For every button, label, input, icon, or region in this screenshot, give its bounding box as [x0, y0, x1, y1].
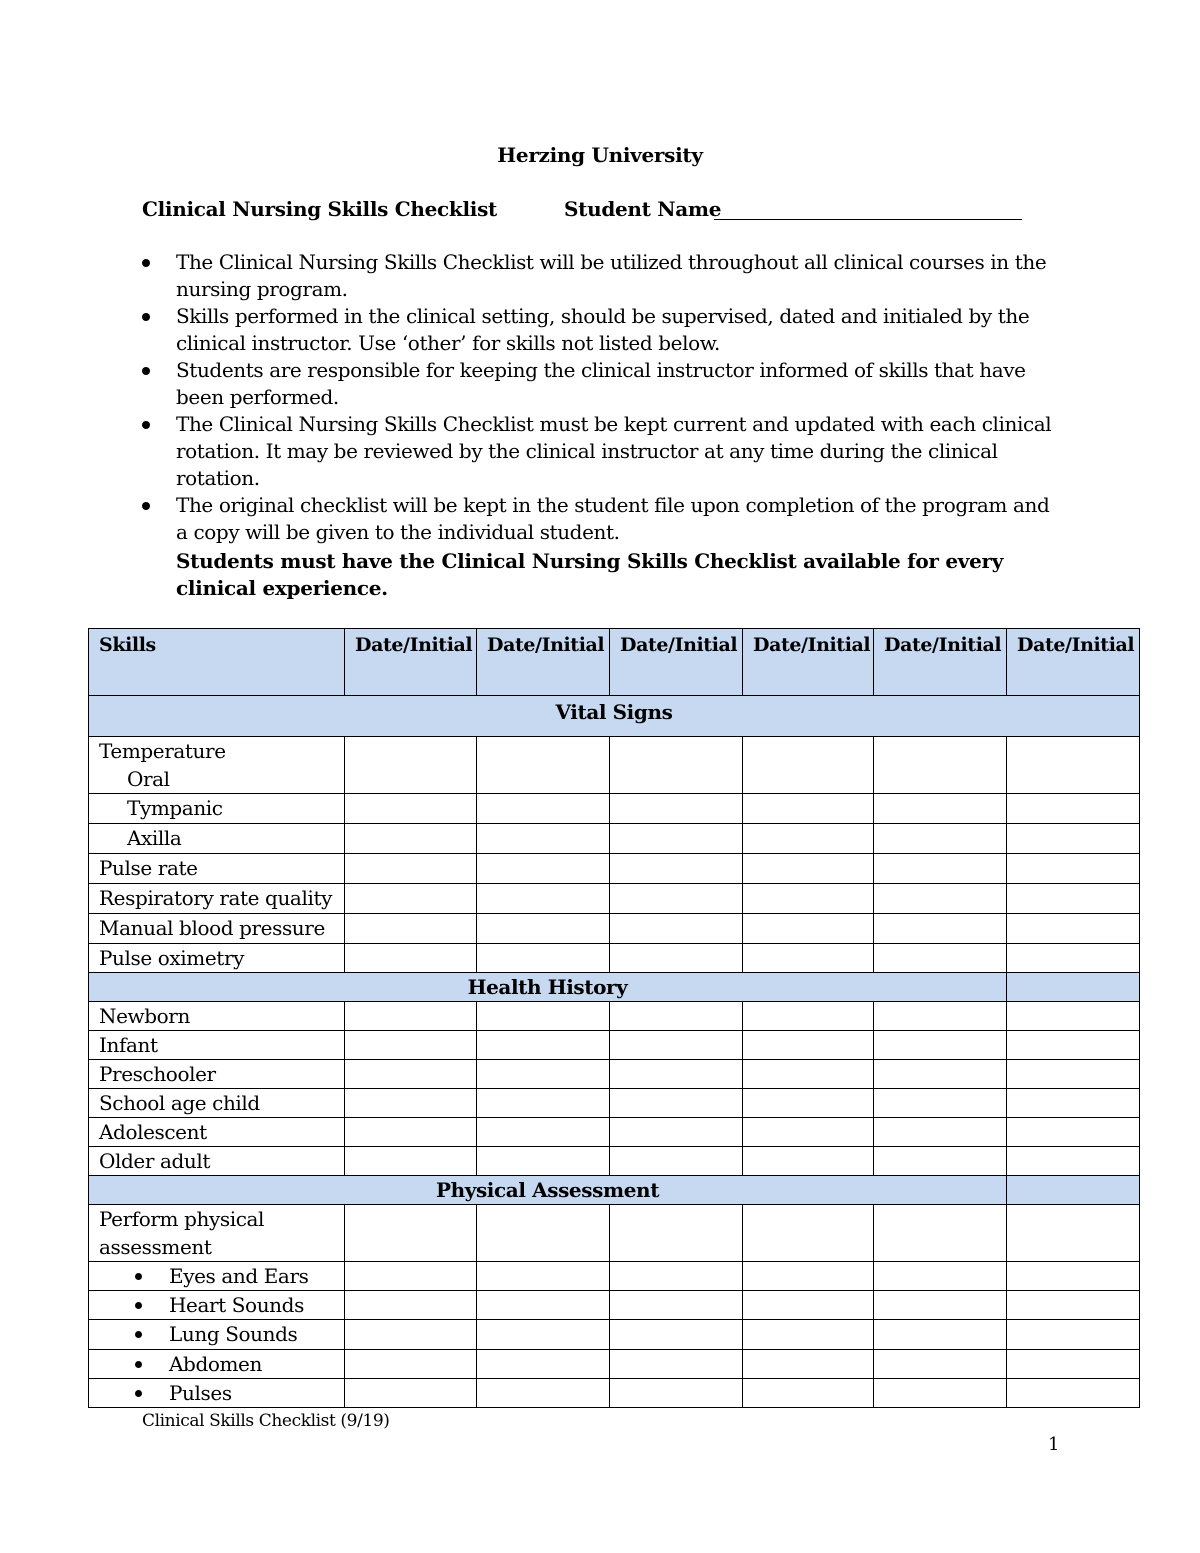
date-initial-cell[interactable] — [610, 1379, 743, 1408]
skill-cell: Pulses — [89, 1379, 345, 1408]
date-initial-cell[interactable] — [1007, 794, 1140, 824]
date-initial-cell[interactable] — [610, 1118, 743, 1147]
table-row — [89, 794, 1140, 824]
date-initial-cell[interactable] — [345, 824, 477, 854]
bullet-icon — [142, 502, 150, 510]
date-initial-cell[interactable] — [743, 1147, 874, 1176]
date-initial-cell[interactable] — [1007, 1147, 1140, 1176]
date-initial-cell[interactable] — [1007, 1060, 1140, 1089]
date-initial-cell[interactable] — [743, 1205, 874, 1262]
date-initial-cell[interactable] — [610, 1291, 743, 1320]
date-initial-cell[interactable] — [874, 1291, 1007, 1320]
date-initial-cell[interactable] — [477, 914, 610, 944]
table-row — [89, 1060, 1140, 1089]
date-initial-cell[interactable] — [874, 884, 1007, 914]
date-initial-cell[interactable] — [743, 1291, 874, 1320]
date-initial-cell[interactable] — [743, 1320, 874, 1350]
date-initial-cell[interactable] — [610, 1060, 743, 1089]
date-initial-cell[interactable] — [1007, 1089, 1140, 1118]
date-initial-header: Date/Initial — [345, 629, 477, 696]
date-initial-cell[interactable] — [345, 1205, 477, 1262]
date-initial-cell[interactable] — [477, 824, 610, 854]
date-initial-cell[interactable] — [345, 1002, 477, 1031]
date-initial-cell[interactable] — [610, 884, 743, 914]
date-initial-cell[interactable] — [610, 1205, 743, 1262]
date-initial-cell[interactable] — [743, 824, 874, 854]
date-initial-cell[interactable] — [477, 1350, 610, 1379]
skill-cell: Respiratory rate quality — [89, 884, 345, 914]
date-initial-cell[interactable] — [477, 1060, 610, 1089]
date-initial-cell[interactable] — [477, 1089, 610, 1118]
date-initial-cell[interactable] — [874, 1089, 1007, 1118]
date-initial-cell[interactable] — [1007, 1031, 1140, 1060]
page-footer: Clinical Skills Checklist (9/19) — [142, 1411, 390, 1431]
bullet-icon — [142, 367, 150, 375]
section-blank-cell — [1007, 973, 1140, 1002]
skill-cell: Perform physical assessment — [89, 1205, 345, 1262]
page-number: 1 — [1048, 1434, 1060, 1455]
date-initial-cell[interactable] — [1007, 1291, 1140, 1320]
date-initial-cell[interactable] — [345, 1291, 477, 1320]
date-initial-cell[interactable] — [345, 1320, 477, 1350]
date-initial-cell[interactable] — [1007, 1350, 1140, 1379]
university-title: Herzing University — [497, 143, 703, 167]
form-header-line — [142, 197, 1042, 227]
date-initial-cell[interactable] — [610, 1350, 743, 1379]
table-row — [89, 824, 1140, 854]
table-row — [89, 1379, 1140, 1408]
section-title: Physical Assessment — [89, 1176, 1007, 1205]
bullet-icon — [135, 1302, 142, 1309]
date-initial-cell[interactable] — [874, 1002, 1007, 1031]
table-row — [89, 914, 1140, 944]
section-title: Vital Signs — [89, 696, 1140, 737]
date-initial-cell[interactable] — [345, 884, 477, 914]
table-header-row — [89, 629, 1140, 696]
skill-cell: Manual blood pressure — [89, 914, 345, 944]
date-initial-cell[interactable] — [874, 824, 1007, 854]
date-initial-cell[interactable] — [743, 794, 874, 824]
table-row — [89, 1350, 1140, 1379]
date-initial-header: Date/Initial — [1007, 629, 1140, 696]
date-initial-cell[interactable] — [1007, 1205, 1140, 1262]
date-initial-cell[interactable] — [477, 1205, 610, 1262]
date-initial-cell[interactable] — [345, 914, 477, 944]
date-initial-cell[interactable] — [610, 914, 743, 944]
date-initial-cell[interactable] — [477, 1262, 610, 1291]
date-initial-cell[interactable] — [874, 1205, 1007, 1262]
date-initial-cell[interactable] — [1007, 944, 1140, 973]
section-row-physical-assessment — [89, 1176, 1140, 1205]
date-initial-cell[interactable] — [610, 794, 743, 824]
date-initial-cell[interactable] — [345, 1262, 477, 1291]
availability-note: Students must have the Clinical Nursing Skills Checklist available for every clinical experience. — [176, 549, 1004, 600]
date-initial-cell[interactable] — [743, 1262, 874, 1291]
instructions-list — [142, 249, 1062, 546]
date-initial-cell[interactable] — [345, 1089, 477, 1118]
date-initial-cell[interactable] — [477, 1147, 610, 1176]
date-initial-cell[interactable] — [874, 1350, 1007, 1379]
date-initial-cell[interactable] — [874, 1147, 1007, 1176]
date-initial-cell[interactable] — [743, 1060, 874, 1089]
bullet-icon — [135, 1361, 142, 1368]
skill-cell: Abdomen — [89, 1350, 345, 1379]
date-initial-cell[interactable] — [477, 1320, 610, 1350]
table-row — [89, 1320, 1140, 1350]
date-initial-cell[interactable] — [610, 1002, 743, 1031]
table-row — [89, 1031, 1140, 1060]
skill-cell: Pulse oximetry — [89, 944, 345, 973]
skill-cell: Adolescent — [89, 1118, 345, 1147]
instruction-item: The original checklist will be kept in the student file upon completion of the program and a copy will be given to the individual student. — [142, 492, 1062, 546]
date-initial-cell[interactable] — [1007, 1379, 1140, 1408]
date-initial-cell[interactable] — [1007, 884, 1140, 914]
table-row — [89, 884, 1140, 914]
bullet-icon — [142, 421, 150, 429]
date-initial-cell[interactable] — [610, 854, 743, 884]
date-initial-cell[interactable] — [345, 1060, 477, 1089]
table-row — [89, 1291, 1140, 1320]
date-initial-cell[interactable] — [743, 1031, 874, 1060]
date-initial-cell[interactable] — [345, 854, 477, 884]
date-initial-cell[interactable] — [874, 1031, 1007, 1060]
skill-cell: Heart Sounds — [89, 1291, 345, 1320]
date-initial-cell[interactable] — [477, 737, 610, 794]
date-initial-cell[interactable] — [874, 1262, 1007, 1291]
table-row — [89, 1147, 1140, 1176]
date-initial-cell[interactable] — [874, 1320, 1007, 1350]
date-initial-cell[interactable] — [610, 1147, 743, 1176]
checklist-title: Clinical Nursing Skills Checklist — [142, 197, 497, 221]
skill-cell: Older adult — [89, 1147, 345, 1176]
date-initial-cell[interactable] — [1007, 824, 1140, 854]
date-initial-cell[interactable] — [610, 944, 743, 973]
date-initial-cell[interactable] — [874, 914, 1007, 944]
skill-cell: Pulse rate — [89, 854, 345, 884]
date-initial-cell[interactable] — [743, 944, 874, 973]
table-row — [89, 944, 1140, 973]
student-name-label: Student Name — [564, 197, 722, 221]
date-initial-cell[interactable] — [610, 1320, 743, 1350]
date-initial-cell[interactable] — [743, 914, 874, 944]
date-initial-cell[interactable] — [477, 1379, 610, 1408]
instruction-item: Students are responsible for keeping the clinical instructor informed of skills that have been performed. — [142, 357, 1062, 411]
date-initial-cell[interactable] — [345, 1031, 477, 1060]
skill-cell: Preschooler — [89, 1060, 345, 1089]
date-initial-cell[interactable] — [1007, 1118, 1140, 1147]
date-initial-cell[interactable] — [743, 1002, 874, 1031]
date-initial-header: Date/Initial — [743, 629, 874, 696]
date-initial-cell[interactable] — [345, 1118, 477, 1147]
skill-cell: Infant — [89, 1031, 345, 1060]
date-initial-cell[interactable] — [477, 884, 610, 914]
date-initial-cell[interactable] — [610, 1089, 743, 1118]
date-initial-cell[interactable] — [477, 794, 610, 824]
skill-cell: Axilla — [89, 824, 345, 854]
section-row-vital-signs — [89, 696, 1140, 737]
bullet-icon — [135, 1331, 142, 1338]
skill-cell: School age child — [89, 1089, 345, 1118]
bullet-icon — [142, 259, 150, 267]
skills-table — [88, 628, 1140, 1408]
table-row — [89, 1262, 1140, 1291]
instruction-item: Skills performed in the clinical setting, should be supervised, dated and initialed by the clinical instructor. Use ‘other’ for skills not listed below. — [142, 303, 1062, 357]
date-initial-cell[interactable] — [610, 737, 743, 794]
date-initial-cell[interactable] — [1007, 737, 1140, 794]
bullet-icon — [135, 1390, 142, 1397]
date-initial-cell[interactable] — [477, 1031, 610, 1060]
instruction-item: The Clinical Nursing Skills Checklist must be kept current and updated with each clinical rotation. It may be reviewed by the clinical instructor at any time during the clinical rotation. — [142, 411, 1062, 492]
date-initial-cell[interactable] — [874, 794, 1007, 824]
skill-cell: Eyes and Ears — [89, 1262, 345, 1291]
date-initial-cell[interactable] — [743, 737, 874, 794]
table-row — [89, 1089, 1140, 1118]
date-initial-cell[interactable] — [743, 1350, 874, 1379]
date-initial-cell[interactable] — [743, 1379, 874, 1408]
date-initial-cell[interactable] — [477, 1002, 610, 1031]
table-row — [89, 854, 1140, 884]
section-title: Health History — [89, 973, 1007, 1002]
skill-cell: Temperature Oral — [89, 737, 345, 794]
date-initial-cell[interactable] — [874, 737, 1007, 794]
date-initial-cell[interactable] — [874, 1379, 1007, 1408]
skills-header: Skills — [89, 629, 345, 696]
date-initial-cell[interactable] — [345, 1350, 477, 1379]
date-initial-cell[interactable] — [874, 1118, 1007, 1147]
date-initial-cell[interactable] — [345, 1147, 477, 1176]
date-initial-cell[interactable] — [743, 1118, 874, 1147]
bullet-icon — [142, 313, 150, 321]
date-initial-header: Date/Initial — [874, 629, 1007, 696]
date-initial-cell[interactable] — [874, 854, 1007, 884]
bullet-icon — [135, 1273, 142, 1280]
student-name-blank[interactable] — [714, 219, 1022, 220]
table-row — [89, 1205, 1140, 1262]
date-initial-cell[interactable] — [1007, 854, 1140, 884]
table-row — [89, 737, 1140, 794]
date-initial-cell[interactable] — [743, 1089, 874, 1118]
section-blank-cell — [1007, 1176, 1140, 1205]
date-initial-cell[interactable] — [477, 944, 610, 973]
date-initial-cell[interactable] — [345, 737, 477, 794]
date-initial-cell[interactable] — [477, 1291, 610, 1320]
skill-cell: Newborn — [89, 1002, 345, 1031]
date-initial-cell[interactable] — [477, 1118, 610, 1147]
date-initial-cell[interactable] — [477, 854, 610, 884]
skill-cell: Lung Sounds — [89, 1320, 345, 1350]
date-initial-cell[interactable] — [1007, 1262, 1140, 1291]
date-initial-cell[interactable] — [610, 824, 743, 854]
table-row — [89, 1118, 1140, 1147]
instruction-item: The Clinical Nursing Skills Checklist will be utilized throughout all clinical courses in the nursing program. — [142, 249, 1062, 303]
date-initial-cell[interactable] — [743, 854, 874, 884]
date-initial-cell[interactable] — [1007, 914, 1140, 944]
date-initial-cell[interactable] — [874, 1060, 1007, 1089]
date-initial-cell[interactable] — [345, 944, 477, 973]
table-row — [89, 1002, 1140, 1031]
date-initial-cell[interactable] — [1007, 1002, 1140, 1031]
date-initial-cell[interactable] — [610, 1031, 743, 1060]
date-initial-header: Date/Initial — [477, 629, 610, 696]
date-initial-cell[interactable] — [345, 1379, 477, 1408]
date-initial-cell[interactable] — [1007, 1320, 1140, 1350]
date-initial-header: Date/Initial — [610, 629, 743, 696]
skill-cell: Tympanic — [89, 794, 345, 824]
date-initial-cell[interactable] — [743, 884, 874, 914]
section-row-health-history — [89, 973, 1140, 1002]
date-initial-cell[interactable] — [874, 944, 1007, 973]
date-initial-cell[interactable] — [610, 1262, 743, 1291]
date-initial-cell[interactable] — [345, 794, 477, 824]
